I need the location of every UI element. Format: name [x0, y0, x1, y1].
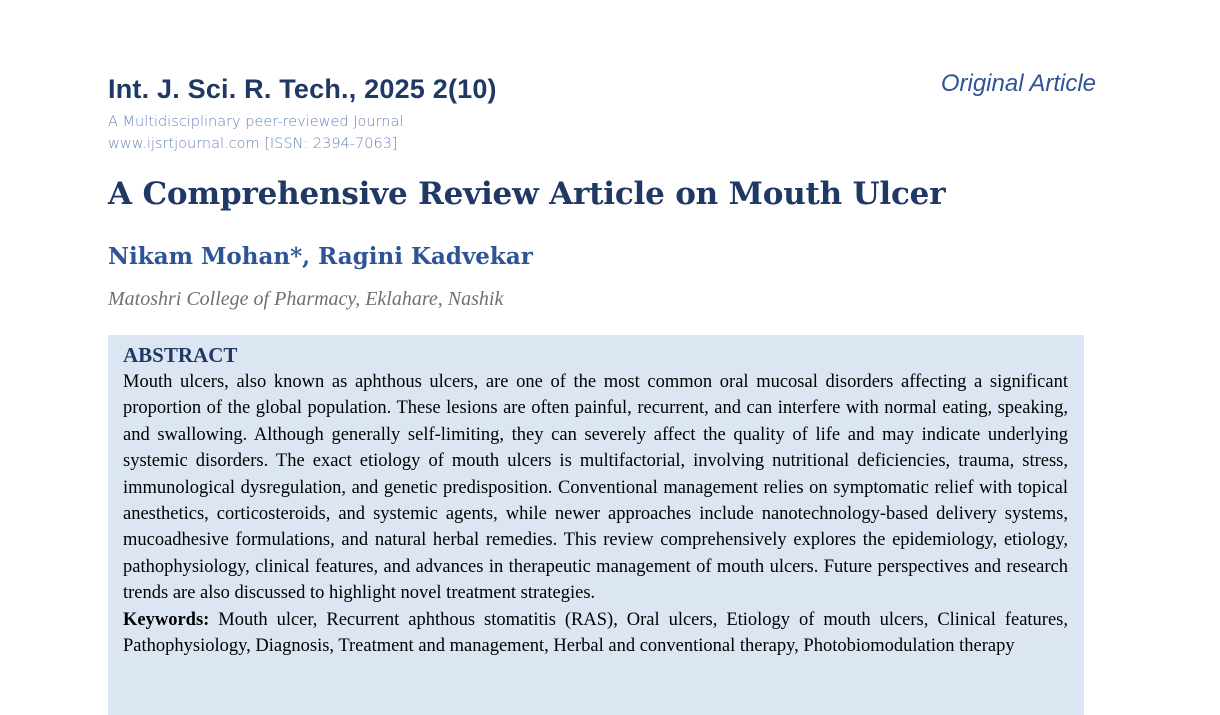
abstract-text: Mouth ulcers, also known as aphthous ulcers, are one of the most common oral mucosal disorders affecting a significant proportion of the global population. These lesions are often painful, recurrent, and can interfere with normal eating, speaking, and swallowing. Although generally self-limiting, they can severely affect the quality of life and may indicate underlying systemic disorders. The exact etiology of mouth ulcers is multifactorial, involving nutritional deficiencies, trauma, stress, immunological dysregulation, and genetic predisposition. Conventional management relies on symptomatic relief with topical anesthetics, corticosteroids, and systemic agents, while newer approaches include nanotechnology-based delivery systems, mucoadhesive formulations, and natural herbal remedies. This review comprehensively explores the epidemiology, etiology, pathophysiology, clinical features, and advances in therapeutic management of mouth ulcers. Future perspectives and research trends are also discussed to highlight novel treatment strategies.: [123, 372, 1068, 604]
article-title: A Comprehensive Review Article on Mouth Ulcer: [108, 176, 946, 212]
keywords-label: Keywords:: [123, 609, 210, 630]
keywords-paragraph: [123, 607, 1068, 660]
article-authors: Nikam Mohan*, Ragini Kadvekar: [108, 243, 533, 270]
article-type-label: Original Article: [940, 70, 1096, 97]
journal-website: www.ijsrtjournal.com [ISSN: 2394-7063]: [108, 136, 398, 152]
keywords-list: Mouth ulcer, Recurrent aphthous stomatitis (RAS), Oral ulcers, Etiology of mouth ulcers, Clinical features, Pathophysiology, Diagnosis, Treatment and management, Herbal and conventional therapy, Photobiomodulation therapy: [123, 609, 1069, 657]
abstract-heading: ABSTRACT: [123, 343, 238, 367]
author-affiliation: Matoshri College of Pharmacy, Eklahare, Nashik: [108, 288, 504, 310]
journal-citation: Int. J. Sci. R. Tech., 2025 2(10): [108, 74, 497, 104]
abstract-box: [108, 335, 1084, 715]
journal-tagline: A Multidisciplinary peer-reviewed Journal: [108, 114, 404, 130]
